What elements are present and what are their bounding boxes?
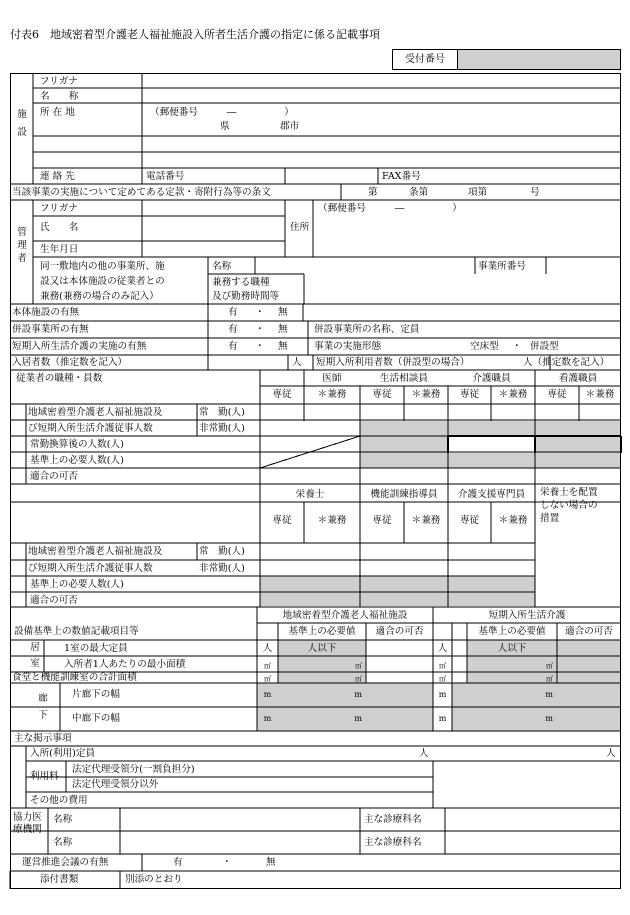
meeting-no[interactable]: 無 (266, 857, 276, 868)
equipment-short-room-max-unit: 人 (437, 643, 448, 654)
manager-concurrent-name-label: 名称 (212, 261, 232, 272)
equipment-corridor-mid-required: m (354, 714, 362, 723)
manager-birth-label: 生年月日 (40, 244, 79, 255)
equipment-corridor-mid-unit: m (263, 714, 272, 723)
postings-fee-label: 利用料 (30, 771, 59, 782)
postings-short-capacity-unit: 人 (606, 748, 616, 759)
staff2-parttime-label: 非常勤(人) (199, 563, 245, 574)
staff-doctor-full: 専従 (272, 389, 292, 400)
manager-postal-code[interactable]: （郵便番号 ― ） (318, 203, 462, 214)
equipment-short-room-max-required: 人以下 (497, 643, 527, 654)
manager-concurrent-line1: 同一敷地内の他の事業所、施 (40, 261, 165, 272)
staff-nurse-part: ＊兼務 (585, 389, 615, 400)
meeting-label: 運営推進会議の有無 (22, 857, 109, 868)
staff2-note-line2: しない場合の (540, 500, 598, 511)
facility-fax-label: FAX番号 (382, 171, 421, 182)
main-facility-no[interactable]: 無 (278, 307, 288, 318)
facility-heading: 施設 (17, 109, 27, 138)
equipment-facility-compliance: 適合の可否 (375, 626, 424, 637)
meeting-dot: ・ (222, 857, 232, 868)
staff-job-caregiver: 介護職員 (472, 373, 511, 384)
equipment-room-label: 居室 (30, 642, 40, 669)
annex-yes[interactable]: 有 (228, 324, 238, 335)
equipment-dining-required: ㎡ (355, 675, 362, 683)
staff-caregiver-full: 専従 (459, 389, 480, 400)
cooperation-dept-label-2: 主な診療科名 (364, 837, 422, 848)
staff-job-counselor: 生活相談員 (380, 373, 428, 384)
manager-duty-line2: 及び勤務時間等 (212, 291, 280, 302)
staff-job-doctor: 医師 (322, 373, 342, 384)
annex-label: 併設事業所の有無 (12, 324, 89, 335)
manager-concurrent-line3: 兼務(兼務の場合のみ記入） (40, 291, 159, 302)
equipment-dining-label: 食堂と機能訓練室の合計面積 (12, 672, 137, 683)
staff-group-line1: 地域密着型介護老人福祉施設及 (28, 407, 163, 418)
staff2-note-line1: 栄養士を配置 (540, 487, 598, 498)
postings-heading: 主な掲示事項 (14, 733, 72, 744)
document-title: 付表6 地域密着型介護老人福祉施設入所者生活介護の指定に係る記載事項 (10, 28, 380, 41)
staff2-trainer-full: 専従 (372, 515, 392, 526)
facility-city: 郡市 (280, 121, 300, 132)
articles-dai: 第 (368, 187, 378, 198)
staff2-fulltime-label: 常 勤(人) (199, 546, 245, 557)
staff2-nutritionist-part: ＊兼務 (317, 515, 347, 526)
facility-furigana-label: フリガナ (40, 76, 78, 87)
staff2-trainer-part: ＊兼務 (411, 515, 441, 526)
staff-job-nurse: 看護職員 (558, 373, 598, 384)
equipment-heading: 設備基準上の数値記載項目等 (14, 626, 139, 637)
equipment-short-dining-unit: ㎡ (439, 675, 446, 683)
staff2-job-trainer: 機能訓練指導員 (370, 489, 438, 500)
facility-address-label: 所 在 地 (40, 107, 75, 118)
staff-required-label: 基準上の必要人数(人) (30, 455, 124, 466)
postings-capacity-label: 入所(利用)定員 (30, 748, 96, 759)
manager-heading: 管理者 (17, 227, 27, 264)
staff-parttime-label: 非常勤(人) (199, 423, 245, 434)
equipment-short-corridor-mid-unit: m (438, 714, 447, 723)
manager-furigana-label: フリガナ (40, 203, 78, 214)
equipment-short-compliance: 適合の可否 (565, 626, 613, 637)
equipment-room-min-required: ㎡ (355, 662, 362, 670)
cooperation-heading: 協力医療機関 (13, 812, 42, 835)
staff-counselor-full: 専従 (372, 389, 392, 400)
equipment-facility-head: 地域密着型介護老人福祉施設 (282, 610, 408, 621)
staff-group-line2: び短期入所生活介護従事人数 (28, 423, 153, 434)
staff2-group-line2: び短期入所生活介護従事人数 (28, 563, 153, 574)
short-stay-no[interactable]: 無 (278, 341, 288, 352)
staff-doctor-part: ＊兼務 (317, 389, 347, 400)
short-stay-yes[interactable]: 有 (228, 341, 238, 352)
facility-tel-label: 電話番号 (146, 171, 185, 182)
articles-label: 当該事業の実施について定めてある定款・寄附行為等の条文 (12, 187, 271, 198)
equipment-room-min-unit: ㎡ (264, 662, 271, 670)
equipment-room-max-label: 1室の最大定員 (64, 643, 128, 654)
main-facility-yes[interactable]: 有 (228, 307, 238, 318)
facility-name-label: 名 称 (40, 91, 79, 102)
staff-compliance-label: 適合の可否 (30, 471, 78, 482)
equipment-short-corridor-side-unit: m (438, 690, 447, 699)
equipment-short-corridor-side-required: m (545, 690, 553, 699)
equipment-corridor-side-label: 片廊下の幅 (72, 689, 120, 700)
equipment-room-max-required: 人以下 (307, 643, 337, 654)
meeting-yes[interactable]: 有 (173, 857, 183, 868)
facility-contact-label: 連 絡 先 (40, 171, 75, 182)
equipment-room-max-unit: 人 (262, 643, 273, 654)
staff-counselor-part: ＊兼務 (411, 389, 441, 400)
annex-no[interactable]: 無 (278, 324, 288, 335)
equipment-corridor-mid-label: 中廊下の幅 (72, 713, 120, 724)
facility-postal-code[interactable]: （郵便番号 ― ） (150, 107, 294, 118)
staff2-compliance-label: 適合の可否 (30, 595, 78, 606)
postings-fee-line2: 法定代理受領分以外 (72, 779, 159, 790)
manager-concurrent-line2: 設又は本体施設の従業者との (40, 276, 165, 287)
facility-prefecture: 県 (220, 121, 230, 132)
equipment-dining-unit: ㎡ (264, 675, 271, 683)
equipment-short-head: 短期入所生活介護 (488, 610, 566, 621)
main-facility-dot: ・ (255, 307, 265, 318)
articles-jou: 条第 (409, 187, 429, 198)
main-facility-label: 本体施設の有無 (12, 307, 80, 318)
short-stay-type-vacant[interactable]: 空床型 (470, 341, 499, 352)
staff2-care-manager-part: ＊兼務 (498, 515, 528, 526)
staff2-job-care-manager: 介護支援専門員 (457, 489, 526, 500)
manager-address-label: 住所 (290, 222, 310, 233)
staff-nurse-full: 専従 (547, 389, 567, 400)
short-stay-label: 短期入所生活介護の実施の有無 (12, 341, 147, 352)
short-stay-type-dot: ・ (512, 341, 522, 352)
staff-caregiver-part: ＊兼務 (498, 389, 528, 400)
annex-dot: ・ (255, 324, 265, 335)
residents-label: 入居者数（推定数を記入） (12, 357, 128, 368)
manager-office-number-label: 事業所番号 (478, 261, 526, 272)
cooperation-dept-label-1: 主な診療科名 (364, 814, 422, 825)
cooperation-name-label-1: 名称 (53, 814, 73, 825)
equipment-corridor-side-required: m (354, 690, 362, 699)
staff2-group-line1: 地域密着型介護老人福祉施設及 (28, 546, 163, 557)
articles-kou: 項第 (468, 187, 488, 198)
articles-gou: 号 (530, 187, 540, 198)
staff2-required-label: 基準上の必要人数(人) (30, 579, 124, 590)
staff2-note-line3: 措置 (540, 513, 560, 524)
equipment-room-min-label: 入所者1人あたりの最小面積 (64, 659, 186, 670)
short-users-unit: 人（推定数を記入） (523, 357, 610, 368)
staff-converted-label: 常勤換算後の人数(人) (30, 439, 124, 450)
attachment-value: 別添のとおり (125, 874, 183, 885)
staff2-nutritionist-full: 専従 (272, 515, 292, 526)
equipment-corridor-label: 廊下 (38, 693, 48, 721)
cooperation-name-label-2: 名称 (53, 837, 73, 848)
postings-capacity-unit: 人 (419, 748, 429, 759)
residents-unit: 人 (292, 357, 302, 368)
equipment-short-dining-required: ㎡ (546, 675, 553, 683)
equipment-short-required: 基準上の必要値 (478, 626, 546, 637)
short-stay-type-annex[interactable]: 併設型 (530, 341, 559, 352)
short-stay-dot: ・ (255, 341, 265, 352)
staff2-care-manager-full: 専従 (459, 515, 480, 526)
manager-name-label: 氏 名 (40, 222, 79, 233)
equipment-short-room-min-required: ㎡ (546, 662, 553, 670)
staff-heading: 従業者の職種・員数 (16, 373, 103, 384)
equipment-corridor-side-unit: m (263, 690, 272, 699)
staff2-job-nutritionist: 栄養士 (295, 489, 325, 500)
equipment-short-room-min-unit: ㎡ (439, 662, 446, 670)
postings-fee-line1: 法定代理受領分(一割負担分) (72, 764, 195, 775)
short-users-label: 短期入所利用者数（併設型の場合） (316, 357, 470, 368)
short-stay-form-label: 事業の実施形態 (314, 341, 382, 352)
postings-other-label: その他の費用 (30, 795, 88, 806)
receipt-number-label: 受付番号 (393, 50, 458, 69)
attachment-label: 添付書類 (40, 874, 79, 885)
equipment-facility-required: 基準上の必要値 (288, 626, 356, 637)
equipment-short-corridor-mid-required: m (545, 714, 553, 723)
manager-duty-line1: 兼務する職種 (212, 277, 270, 288)
staff-fulltime-label: 常 勤(人) (199, 407, 245, 418)
annex-name-label: 併設事業所の名称、定員 (314, 324, 420, 335)
